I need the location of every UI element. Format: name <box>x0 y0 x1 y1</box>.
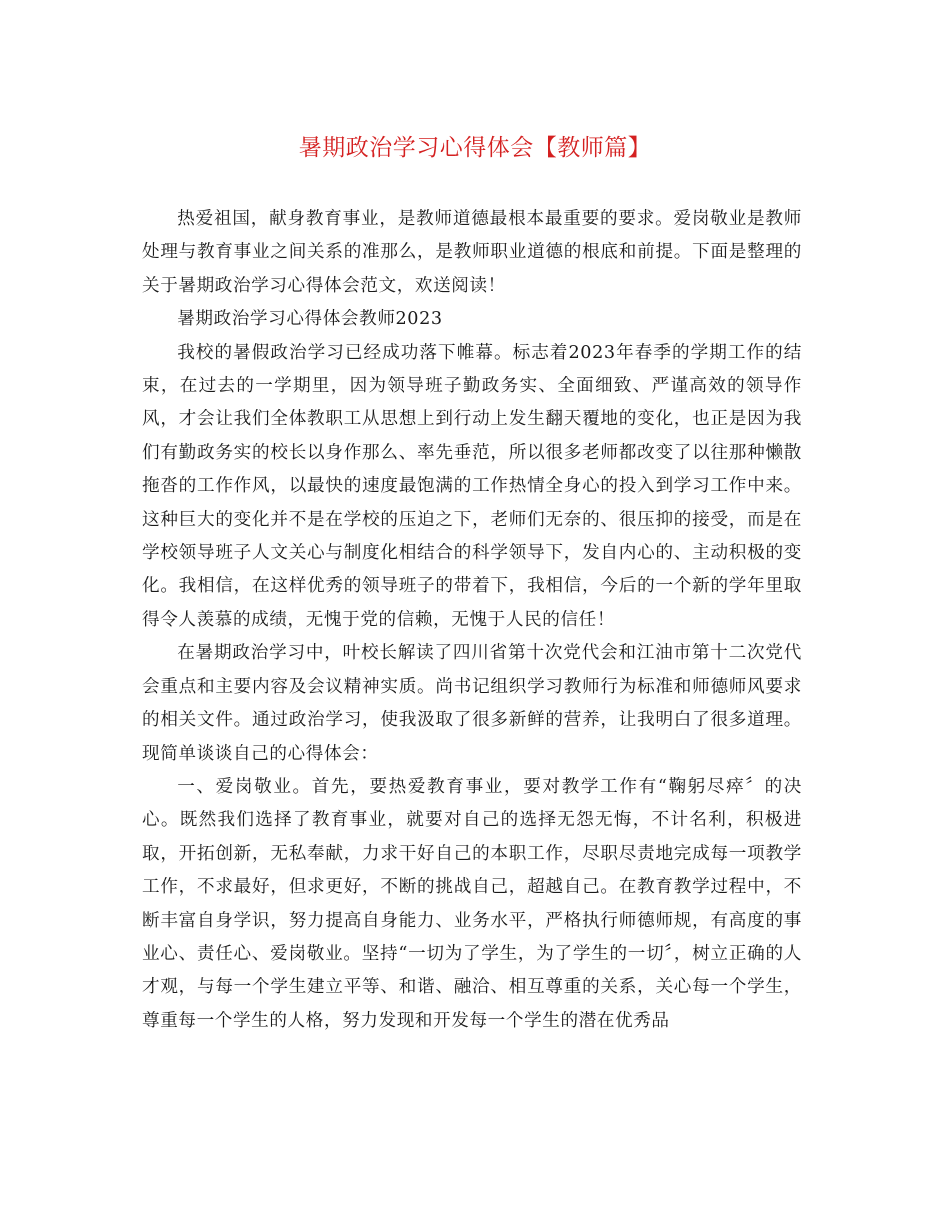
document-title: 暑期政治学习心得体会【教师篇】 <box>298 135 652 161</box>
paragraph-summary: 我校的暑假政治学习已经成功落下帷幕。标志着2023年春季的学期工作的结束，在过去的一学期里，因为领导班子勤政务实、全面细致、严谨高效的领导作风，才会让我们全体教职工从思想上到行动上发生翻天覆地的变化，也正是因为我们有勤政务实的校长以身作那么、率先垂范，所以很多老师都改变了以往那种懒散拖沓的工作作风，以最快的速度最饱满的工作热情全身心的投入到学习工作中来。这种巨大的变化并不是在学校的压迫之下，老师们无奈的、很压抑的接受，而是在学校领导班子人文关心与制度化相结合的科学领导下，发自内心的、主动积极的变化。我相信，在这样优秀的领导班子的带着下，我相信，今后的一个新的学年里取得令人羡慕的成绩，无愧于党的信赖，无愧于人民的信任！ <box>142 342 802 630</box>
document-body <box>142 203 802 1038</box>
paragraph-point-one: 一、爱岗敬业。首先，要热爱教育事业，要对教学工作有“鞠躬尽瘁〞的决心。既然我们选择了教育事业，就要对自己的选择无怨无悔，不计名利，积极进取，开拓创新，无私奉献，力求干好自己的本职工作，尽职尽责地完成每一项教学工作，不求最好，但求更好，不断的挑战自己，超越自己。在教育教学过程中，不断丰富自身学识，努力提高自身能力、业务水平，严格执行师德师规，有高度的事业心、责任心、爱岗敬业。坚持“一切为了学生，为了学生的一切〞，树立正确的人才观，与每一个学生建立平等、和谐、融洽、相互尊重的关系，关心每一个学生，尊重每一个学生的人格，努力发现和开发每一个学生的潜在优秀品 <box>142 776 802 1031</box>
paragraph-subheading: 暑期政治学习心得体会教师2023 <box>177 309 443 330</box>
paragraph-intro: 热爱祖国，献身教育事业，是教师道德最根本最重要的要求。爱岗敬业是教师处理与教育事业之间关系的准那么，是教师职业道德的根底和前提。下面是整理的关于暑期政治学习心得体会范文，欢送阅读！ <box>142 209 802 296</box>
paragraph-study: 在暑期政治学习中，叶校长解读了四川省第十次党代会和江油市第十二次党代会重点和主要内容及会议精神实质。尚书记组织学习教师行为标准和师德师风要求的相关文件。通过政治学习，使我汲取了很多新鲜的营养，让我明白了很多道理。现简单谈谈自己的心得体会： <box>142 643 802 764</box>
